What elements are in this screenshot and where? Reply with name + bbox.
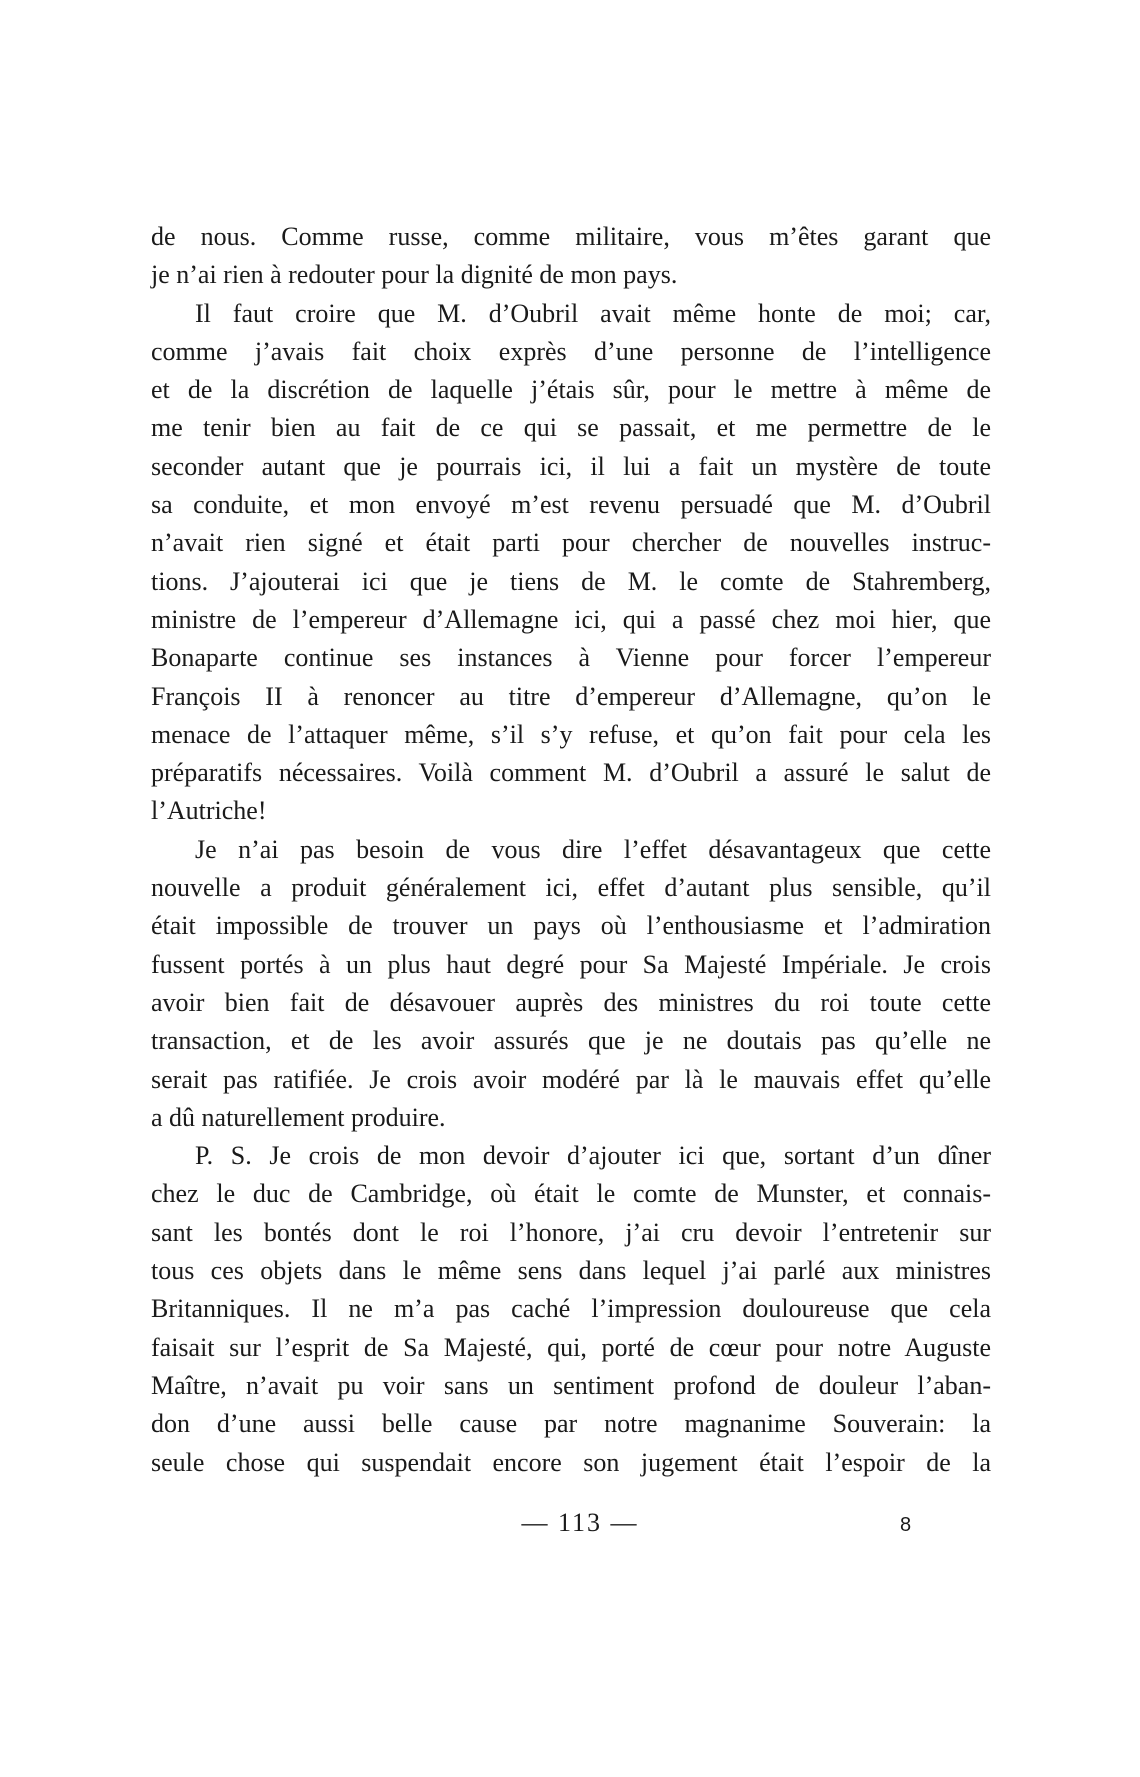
text-line: de nous. Comme russe, comme militaire, vous m’êtes garant que <box>151 222 991 251</box>
text-line: chez le duc de Cambridge, où était le comte de Munster, et connais- <box>151 1179 991 1209</box>
body-text <box>151 218 991 1482</box>
text-line: Je n’ai pas besoin de vous dire l’effet désavantageux que cette <box>195 834 991 864</box>
text-line: tions. J’ajouterai ici que je tiens de M. le comte de Stahremberg, <box>151 566 991 596</box>
text-line: fussent portés à un plus haut degré pour Sa Majesté Impériale. Je crois <box>151 949 991 979</box>
text-line: avoir bien fait de désavouer auprès des ministres du roi toute cette <box>151 987 991 1017</box>
text-line: P. S. Je crois de mon devoir d’ajouter ici que, sortant d’un dîner <box>195 1141 991 1171</box>
text-line: Maître, n’avait pu voir sans un sentiment profond de douleur l’aban- <box>151 1370 991 1400</box>
text-line: sa conduite, et mon envoyé m’est revenu persuadé que M. d’Oubril <box>151 490 991 520</box>
text-line: tous ces objets dans le même sens dans lequel j’ai parlé aux ministres <box>151 1256 991 1286</box>
text-line: comme j’avais fait choix exprès d’une personne de l’intelligence <box>151 336 991 366</box>
paragraph <box>151 831 991 1137</box>
page-footer <box>0 1508 1140 1548</box>
text-line: n’avait rien signé et était parti pour chercher de nouvelles instruc- <box>151 528 991 558</box>
text-line: François II à renoncer au titre d’empereur d’Allemagne, qu’on le <box>151 681 991 711</box>
text-line: ministre de l’empereur d’Allemagne ici, qui a passé chez moi hier, que <box>151 604 991 634</box>
text-line: Il faut croire que M. d’Oubril avait même honte de moi; car, <box>195 298 991 328</box>
text-line: préparatifs nécessaires. Voilà comment M. d’Oubril a assuré le salut de <box>151 758 991 788</box>
paragraph <box>151 295 991 831</box>
text-line: je n’ai rien à redouter pour la dignité de mon pays. <box>151 260 678 290</box>
text-line: don d’une aussi belle cause par notre magnanime Souverain: la <box>151 1409 991 1439</box>
page-number: — 113 — <box>521 1508 639 1537</box>
text-line: transaction, et de les avoir assurés que je ne doutais pas qu’elle ne <box>151 1026 991 1056</box>
text-line: était impossible de trouver un pays où l’enthousiasme et l’admiration <box>151 911 991 941</box>
signature-mark: 8 <box>900 1514 912 1536</box>
text-line: me tenir bien au fait de ce qui se passait, et me permettre de le <box>151 413 991 443</box>
paragraph <box>151 218 991 295</box>
text-line: Bonaparte continue ses instances à Vienne pour forcer l’empereur <box>151 643 991 673</box>
text-line: et de la discrétion de laquelle j’étais sûr, pour le mettre à même de <box>151 375 991 405</box>
text-line: menace de l’attaquer même, s’il s’y refuse, et qu’on fait pour cela les <box>151 719 991 749</box>
text-line: nouvelle a produit généralement ici, effet d’autant plus sensible, qu’il <box>151 873 991 903</box>
text-line: seule chose qui suspendait encore son jugement était l’espoir de la <box>151 1447 991 1477</box>
text-line: faisait sur l’esprit de Sa Majesté, qui, porté de cœur pour notre Auguste <box>151 1332 991 1362</box>
text-line: seconder autant que je pourrais ici, il lui a fait un mystère de toute <box>151 451 991 481</box>
text-line: serait pas ratifiée. Je crois avoir modéré par là le mauvais effet qu’elle <box>151 1064 991 1094</box>
text-line: l’Autriche! <box>151 796 267 826</box>
text-line: a dû naturellement produire. <box>151 1102 446 1132</box>
text-line: sant les bontés dont le roi l’honore, j’ai cru devoir l’entretenir sur <box>151 1217 991 1247</box>
paragraph <box>151 1137 991 1482</box>
text-line: Britanniques. Il ne m’a pas caché l’impression douloureuse que cela <box>151 1294 991 1324</box>
